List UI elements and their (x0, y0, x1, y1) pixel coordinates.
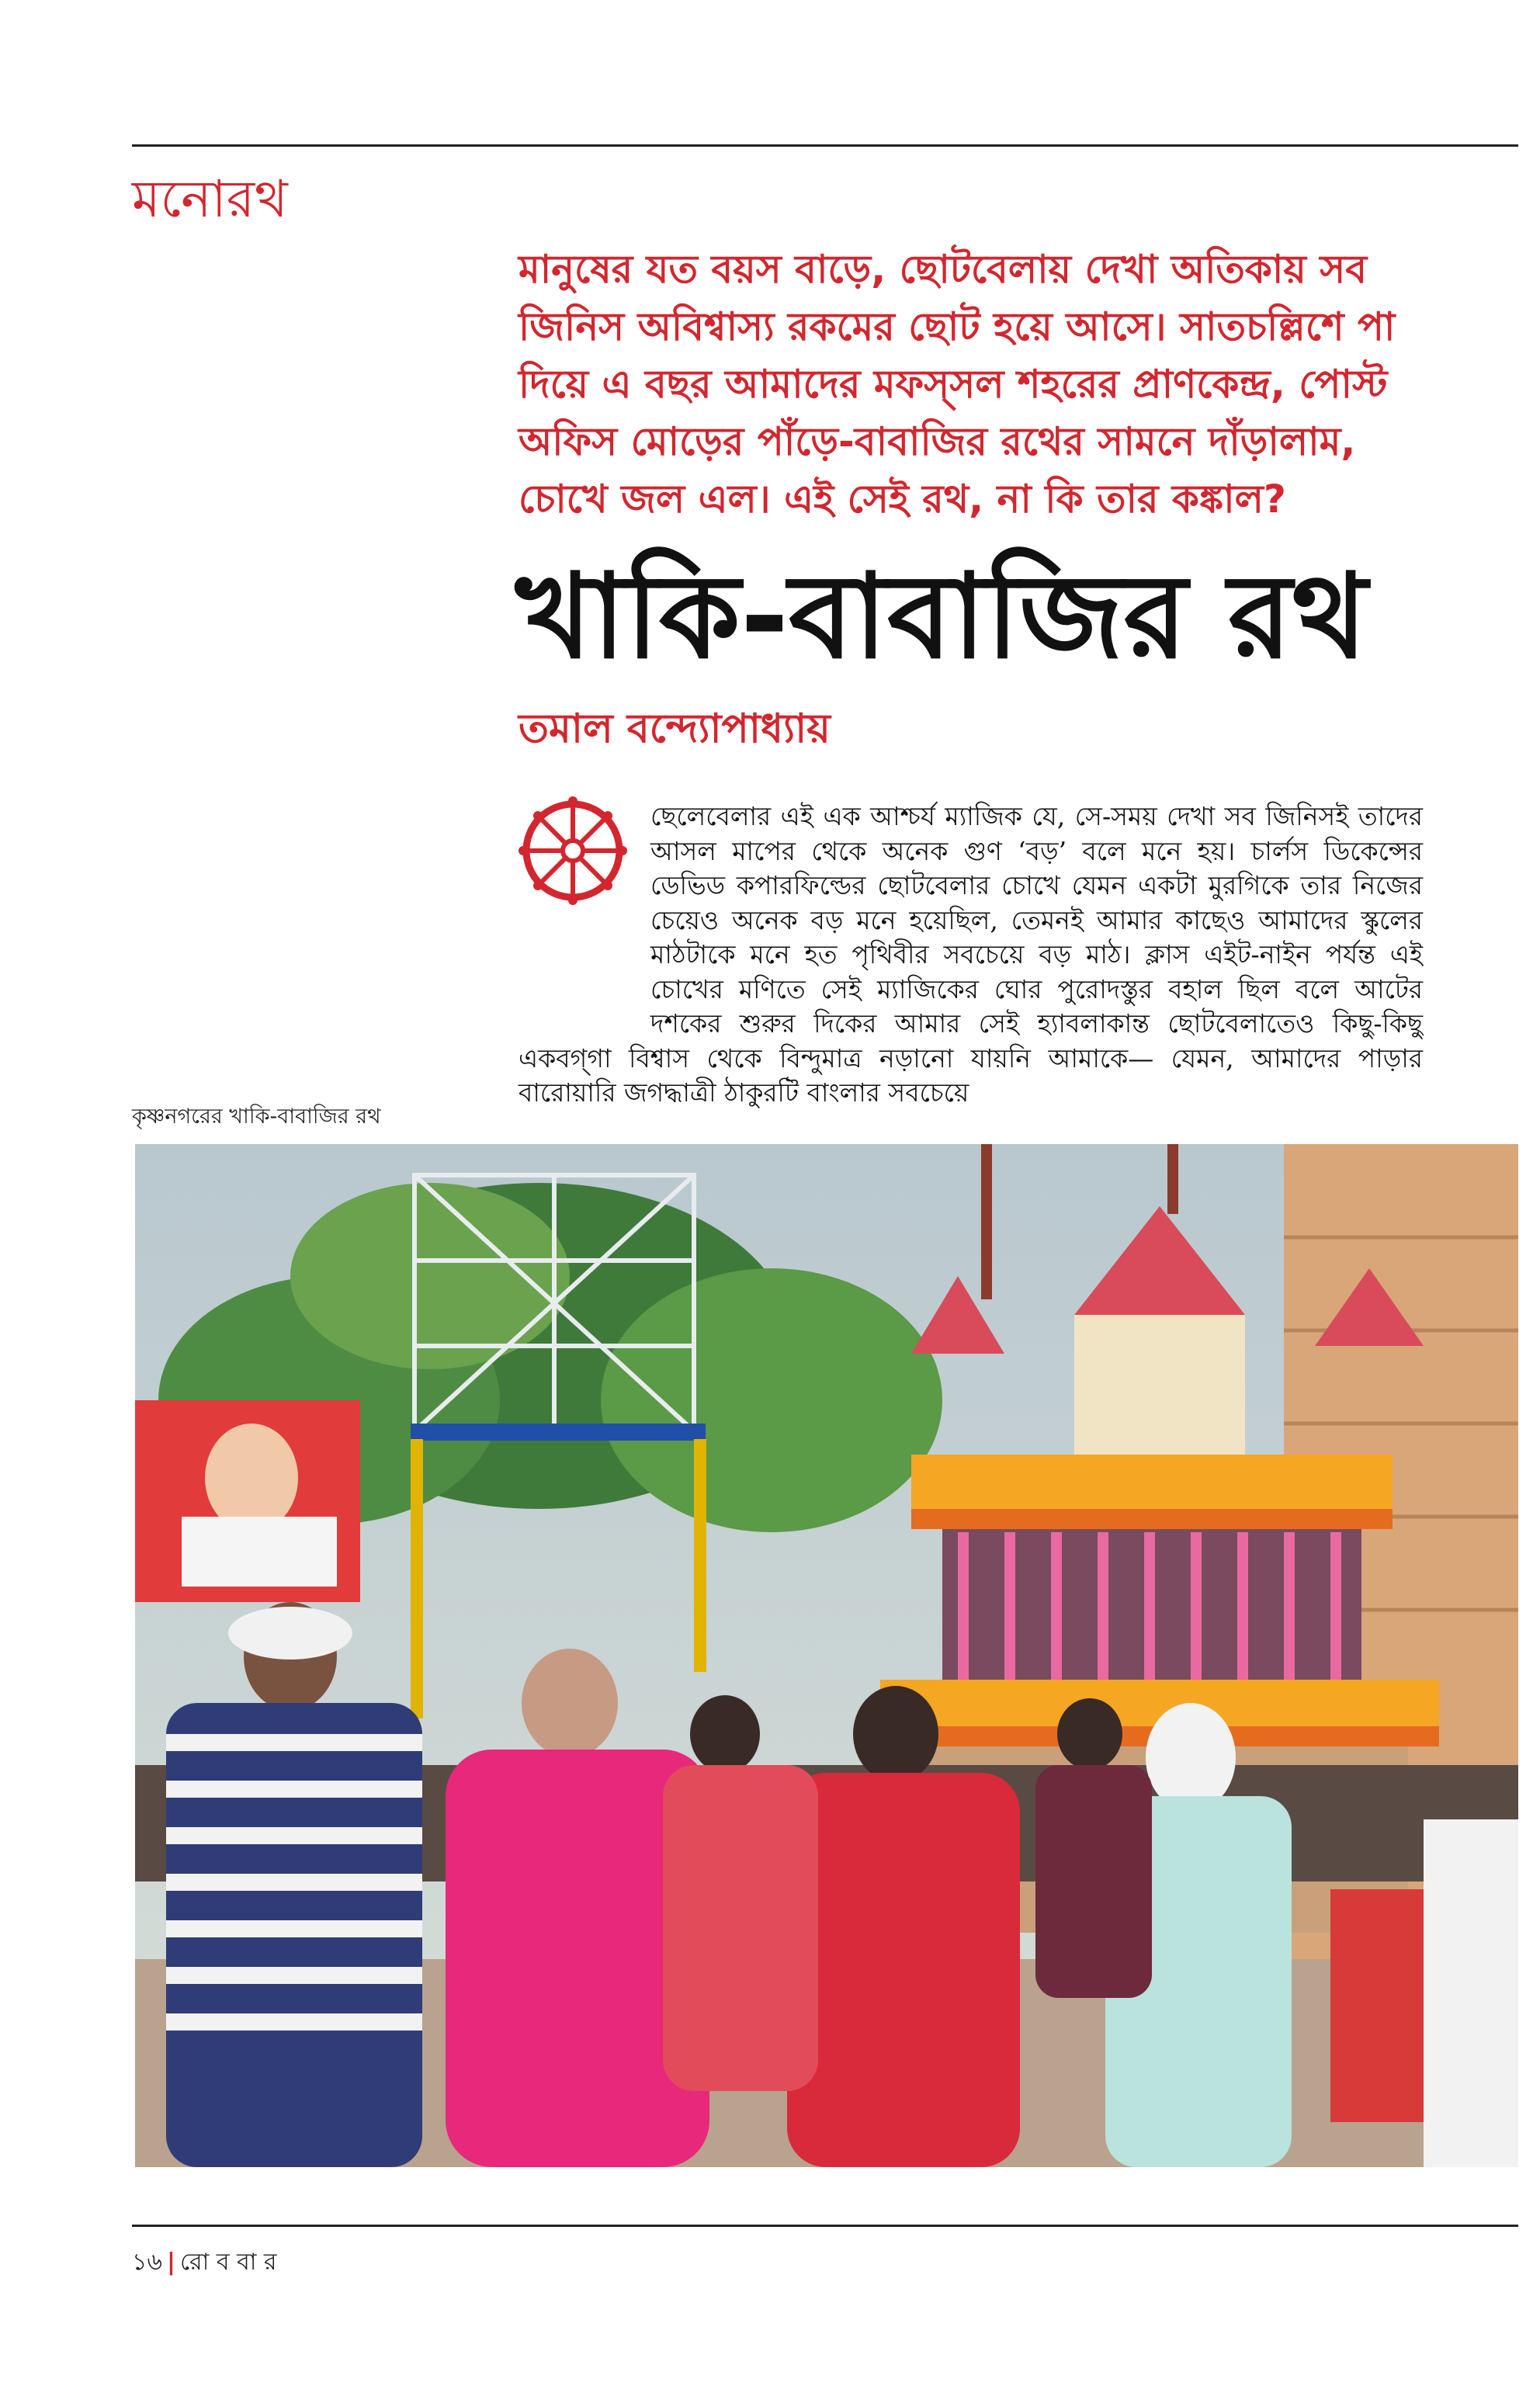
byline: তমাল বন্দ্যোপাধ্যায় (519, 706, 831, 752)
folio (132, 2243, 277, 2283)
folio-separator: | (166, 2249, 175, 2276)
section-label: মনোরথ (132, 169, 288, 229)
magazine-name: রো ব বা র (179, 2249, 277, 2276)
body-text (519, 799, 1423, 1111)
page-number: ১৬ (132, 2249, 162, 2276)
bottom-rule (132, 2225, 1518, 2227)
standfirst: মানুষের যত বয়স বাড়ে, ছোটবেলায় দেখা অতিকায় সব জিনিস অবিশ্বাস্য রকমের ছোট হয়ে আসে। সাতচল্লিশে পা দিয়ে এ বছর আমাদের মফস্‌সল শহরের প্রাণকেন্দ্র, পোস্ট অফিস মোড়ের পাঁড়ে-বাবাজির রথের সামনে দাঁড়ালাম, চোখে জল এল। এই সেই রথ, না কি তার কঙ্কাল? (519, 247, 1396, 522)
body-paragraph: ছেলেবেলার এই এক আশ্চর্য ম্যাজিক যে, সে-সময় দেখা সব জিনিসই তাদের আসল মাপের থেকে অনেক গুণ ‘বড়’ বলে মনে হয়। চার্লস ডিকেন্সের ডেভিড কপারফিল্ডের ছোটবেলার চোখে যেমন একটা মুরগিকে তার নিজের চেয়েও অনেক বড় মনে হয়েছিল, তেমনই আমার কাছেও আমাদের স্কুলের মাঠটাকে মনে হত পৃথিবীর সবচেয়ে বড় মাঠ। ক্লাস এইট-নাইন পর্যন্ত এই চোখের মণিতে সেই ম্যাজিকের ঘোর পুরোদস্তুর বহাল ছিল বলে আটের দশকের শুরুর দিকের আমার সেই হ্যাবলাকান্ত ছোটবেলাতেও কিছু-কিছু একবগ্‌গা বিশ্বাস থেকে বিন্দুমাত্র নড়ানো যায়নি আমাকে— যেমন, আমাদের পাড়ার বারোয়ারি জগদ্ধাত্রী ঠাকুরটি বাংলার সবচেয়ে (519, 801, 1423, 1108)
top-rule (132, 144, 1518, 147)
dropcap-space (519, 799, 650, 1032)
photo-caption: কৃষ্ণনগরের খাকি-বাবাজির রথ (132, 1105, 381, 1129)
chariot-photo (135, 1144, 1518, 2167)
headline: খাকি-বাবাজির রথ (515, 550, 1368, 685)
